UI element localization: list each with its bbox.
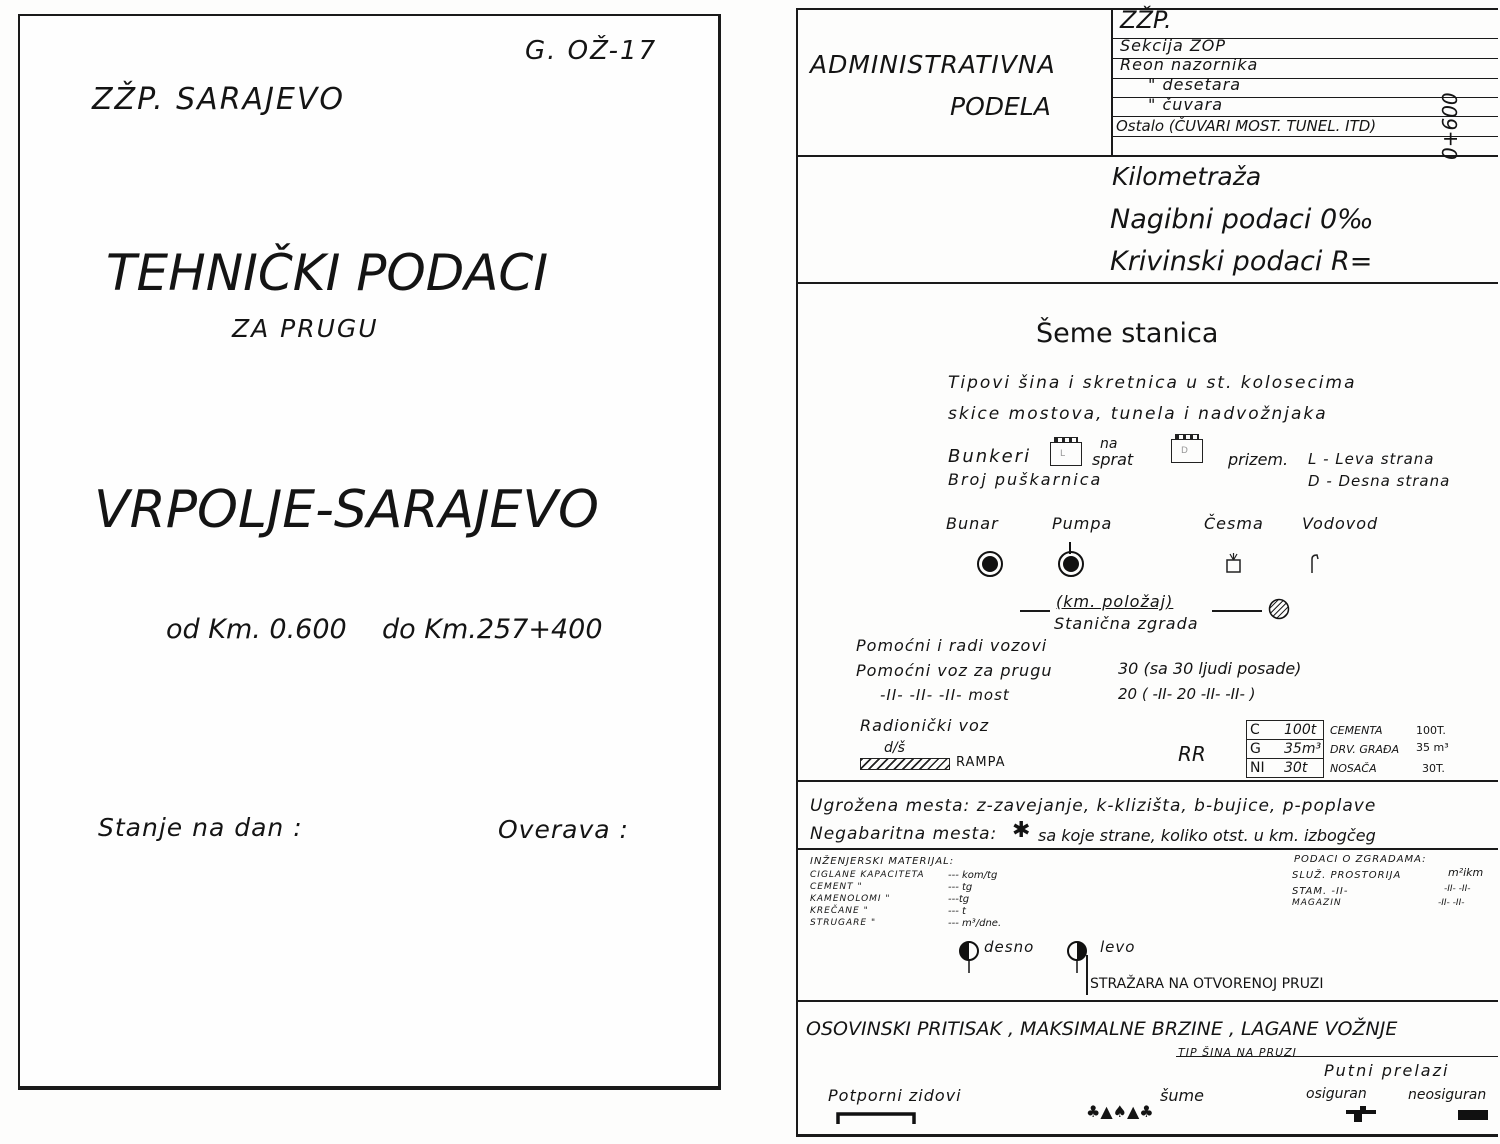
well-icon bbox=[976, 550, 1004, 578]
skice-mostova: skice mostova, tunela i nadvožnjaka bbox=[948, 404, 1328, 424]
krivinski-label: Krivinski podaci R= bbox=[1110, 246, 1373, 277]
stock-name-g: DRV. GRAĐA bbox=[1330, 743, 1400, 756]
stock-code-ni: NI bbox=[1250, 760, 1265, 776]
inz-kamenolomi: KAMENOLOMI " bbox=[810, 894, 891, 904]
ramp-icon bbox=[860, 758, 950, 770]
inz-krecane: KREČANE " bbox=[810, 906, 869, 916]
neosiguran: neosiguran bbox=[1408, 1087, 1487, 1103]
most-row: -II- -II- -II- most bbox=[880, 686, 1010, 704]
admin-row-zzp: ZŽP. bbox=[1120, 6, 1172, 34]
ugrozena-mesta: Ugrožena mesta: z-zavejanje, k-klizišta, b-bujice, p-poplave bbox=[810, 796, 1377, 816]
vodovod-label: Vodovod bbox=[1302, 514, 1379, 533]
stock-qty-g: 35m³ bbox=[1284, 741, 1322, 757]
osovinski: OSOVINSKI PRITISAK , MAKSIMALNE BRZINE , LAGANE VOŽNJE bbox=[806, 1018, 1398, 1040]
zgrade-magazin: MAGAZIN bbox=[1292, 898, 1342, 908]
stock-val-c: 100T. bbox=[1416, 724, 1446, 737]
km-mark: 0+600 bbox=[1438, 92, 1462, 160]
tipovi-sina: Tipovi šina i skretnica u st. kolosecima bbox=[948, 373, 1357, 393]
ds-label: d/š bbox=[884, 740, 905, 756]
verify-label: Overava : bbox=[498, 815, 629, 844]
sume-label: šume bbox=[1160, 1086, 1204, 1105]
stock-code-g: G bbox=[1250, 741, 1261, 757]
km-from: od Km. 0.600 bbox=[166, 614, 347, 645]
zgrade-stam: STAM. -II- bbox=[1292, 886, 1349, 897]
negabaritna-rest: sa koje strane, koliko otst. u km. izbogčeg bbox=[1038, 826, 1376, 845]
stock-name-c: CEMENTA bbox=[1330, 724, 1383, 737]
leva-strana: L - Leva strana bbox=[1308, 450, 1435, 468]
unsecured-crossing-icon bbox=[1456, 1104, 1490, 1124]
inz-krecane-unit: --- t bbox=[948, 906, 966, 917]
station-building-icon bbox=[1268, 598, 1290, 620]
technical-sheet bbox=[796, 8, 1498, 1137]
sprat-label: sprat bbox=[1092, 450, 1134, 469]
most-row-value: 20 ( -II- 20 -II- -II- ) bbox=[1118, 685, 1256, 703]
negabaritna-mesta: Negabaritna mesta: bbox=[810, 824, 998, 844]
subtitle: ZA PRUGU bbox=[232, 314, 379, 343]
cesma-label: Česma bbox=[1204, 514, 1264, 533]
admin-row-desetara: " desetara bbox=[1148, 75, 1242, 94]
km-polozaj: (km. položaj) bbox=[1056, 592, 1174, 611]
na-label: na bbox=[1100, 436, 1118, 452]
state-label: Stanje na dan : bbox=[98, 813, 303, 842]
rr-label: RR bbox=[1178, 742, 1206, 766]
inz-ciglane: CIGLANE KAPACITETA bbox=[810, 870, 925, 880]
inz-kamenolomi-unit: ---tg bbox=[948, 894, 970, 905]
stock-val-ni: 30T. bbox=[1422, 762, 1445, 775]
bunker-right-icon: D bbox=[1171, 439, 1203, 463]
zgrade-sluz-unit: m²ikm bbox=[1448, 866, 1484, 879]
stock-qty-ni: 30t bbox=[1284, 760, 1308, 776]
inz-strugare: STRUGARE " bbox=[810, 918, 877, 928]
bunkeri-label: Bunkeri bbox=[948, 446, 1032, 467]
organization: ZŽP. SARAJEVO bbox=[92, 82, 346, 117]
desna-strana: D - Desna strana bbox=[1308, 472, 1451, 490]
stanicna-zgrada: Stanična zgrada bbox=[1054, 614, 1199, 633]
admin-row-ostalo: Ostalo (ČUVARI MOST. TUNEL. ITD) bbox=[1116, 117, 1377, 135]
bunker-left-icon: L bbox=[1050, 442, 1082, 466]
retaining-wall-icon bbox=[836, 1110, 916, 1126]
zgrade-sluz: SLUŽ. PROSTORIJA bbox=[1292, 870, 1402, 881]
pumpa-label: Pumpa bbox=[1052, 514, 1113, 533]
desno-label: desno bbox=[984, 938, 1035, 956]
inz-title: INŽENJERSKI MATERIJAL: bbox=[810, 856, 955, 867]
nagibni-label: Nagibni podaci 0‰ bbox=[1110, 204, 1374, 235]
prizem-label: prizem. bbox=[1228, 450, 1289, 469]
km-to: do Km.257+400 bbox=[382, 614, 603, 645]
inz-strugare-unit: --- m³/dne. bbox=[948, 918, 1002, 929]
route-title: VRPOLJE-SARAJEVO bbox=[94, 480, 599, 540]
kilometraza-label: Kilometraža bbox=[1112, 162, 1262, 191]
secured-crossing-icon bbox=[1344, 1104, 1378, 1124]
stock-qty-c: 100t bbox=[1284, 722, 1317, 738]
levo-label: levo bbox=[1100, 938, 1136, 956]
bunar-label: Bunar bbox=[946, 514, 999, 533]
strazara: STRAŽARA NA OTVORENOJ PRUZI bbox=[1090, 976, 1324, 992]
guardhouse-right-icon bbox=[958, 940, 980, 974]
admin-title-1: ADMINISTRATIVNA bbox=[810, 50, 1056, 79]
osiguran: osiguran bbox=[1306, 1086, 1367, 1102]
inz-cement-unit: --- tg bbox=[948, 882, 973, 893]
admin-row-reon: Reon nazornika bbox=[1120, 55, 1259, 74]
inz-ciglane-unit: --- kom/tg bbox=[948, 870, 998, 881]
admin-row-sekcija: Sekcija ZOP bbox=[1120, 36, 1227, 55]
stock-val-g: 35 m³ bbox=[1416, 741, 1449, 754]
zgrade-magazin-unit: -II- -II- bbox=[1438, 898, 1465, 908]
pomocni-radi: Pomoćni i radi vozovi bbox=[856, 636, 1048, 655]
water-supply-icon bbox=[1306, 553, 1324, 575]
document-code: G. OŽ-17 bbox=[525, 36, 658, 66]
main-title: TEHNIČKI PODACI bbox=[106, 244, 549, 302]
asterisk-icon: ✱ bbox=[1012, 818, 1031, 843]
rampa-label: RAMPA bbox=[956, 755, 1006, 770]
inz-cement: CEMENT " bbox=[810, 882, 863, 892]
putni-prelazi: Putni prelazi bbox=[1324, 1061, 1450, 1080]
forest-icon: ♣▲♠▲♣ bbox=[1086, 1102, 1154, 1121]
pomocni-voz-value: 30 (sa 30 ljudi posade) bbox=[1118, 659, 1302, 678]
zgrade-stam-unit: -II- -II- bbox=[1444, 884, 1471, 894]
seme-stanica: Šeme stanica bbox=[1036, 318, 1219, 349]
stock-code-c: C bbox=[1250, 722, 1260, 738]
stock-name-ni: NOSAČA bbox=[1330, 762, 1377, 775]
cover-sheet bbox=[18, 14, 721, 1090]
broj-puskarnica: Broj puškarnica bbox=[948, 470, 1103, 489]
pomocni-voz: Pomoćni voz za prugu bbox=[856, 661, 1053, 680]
fountain-icon bbox=[1224, 551, 1244, 575]
zgrade-title: PODACI O ZGRADAMA: bbox=[1294, 854, 1427, 865]
potporni-zidovi: Potporni zidovi bbox=[828, 1086, 962, 1105]
admin-title-2: PODELA bbox=[950, 92, 1051, 121]
tip-sina: TIP ŠINA NA PRUZI bbox=[1178, 1046, 1297, 1059]
radionicki-voz: Radionički voz bbox=[860, 716, 990, 735]
guardhouse-left-icon bbox=[1066, 940, 1088, 974]
admin-row-cuvara: " čuvara bbox=[1148, 95, 1224, 114]
pump-icon bbox=[1056, 540, 1086, 578]
